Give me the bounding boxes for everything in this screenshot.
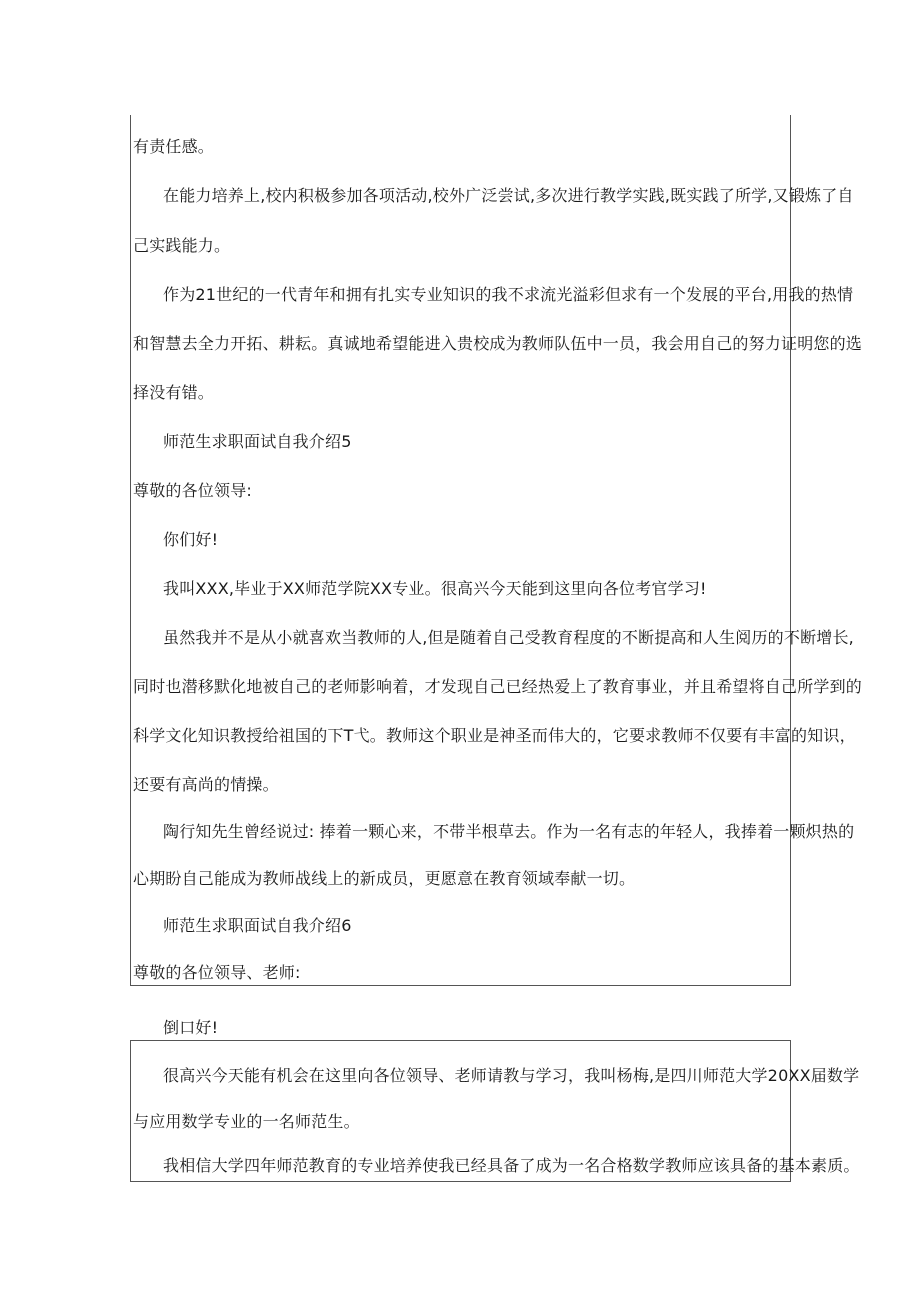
paragraph-line: 很高兴今天能有机会在这里向各位领导、老师请教与学习，我叫杨梅,是四川师范大学20XX届数学 — [163, 1066, 860, 1085]
paragraph-line: 和智慧去全力开拓、耕耘。真诚地希望能进入贵校成为教师队伍中一员，我会用自己的努力证明您的选 — [133, 334, 863, 353]
paragraph-line: 科学文化知识教授给祖国的下T弋。教师这个职业是神圣而伟大的，它要求教师不仅要有丰富的知识， — [133, 726, 856, 745]
section-heading: 师范生求职面试自我介绍5 — [163, 432, 352, 451]
paragraph-line: 同时也潜移默化地被自己的老师影响着，才发现自己已经热爱上了教育事业，并且希望将自己所学到的 — [133, 677, 863, 696]
paragraph-line: 我相信大学四年师范教育的专业培养使我已经具备了成为一名合格数学教师应该具备的基本素质。 — [163, 1156, 860, 1175]
paragraph-line: 择没有错。 — [133, 383, 215, 402]
paragraph-line: 心期盼自己能成为教师战线上的新成员，更愿意在教育领域奉献一切。 — [133, 869, 636, 888]
paragraph-line: 与应用数学专业的一名师范生。 — [133, 1112, 360, 1131]
paragraph-line: 我叫XXX,毕业于XX师范学院XX专业。很高兴今天能到这里向各位考官学习! — [163, 579, 707, 598]
paragraph-line: 作为21世纪的一代青年和拥有扎实专业知识的我不求流光溢彩但求有一个发展的平台,用我的热情 — [163, 285, 854, 304]
section-heading: 师范生求职面试自我介绍6 — [163, 916, 352, 935]
salutation: 尊敬的各位领导: — [133, 481, 252, 500]
paragraph-line: 陶行知先生曾经说过: 捧着一颗心来，不带半根草去。作为一名有志的年轻人，我捧着一颗炽热的 — [163, 822, 855, 841]
greeting: 倒口好! — [163, 1018, 219, 1037]
paragraph-line: 在能力培养上,校内积极参加各项活动,校外广泛尝试,多次进行教学实践,既实践了所学,又锻炼了自 — [163, 186, 854, 205]
paragraph-line: 己实践能力。 — [133, 236, 231, 255]
paragraph-line: 还要有高尚的情操。 — [133, 775, 279, 794]
paragraph-line: 虽然我并不是从小就喜欢当教师的人,但是随着自己受教育程度的不断提高和人生阅历的不断增长, — [163, 628, 854, 647]
greeting: 你们好! — [163, 530, 219, 549]
salutation: 尊敬的各位领导、老师: — [133, 963, 301, 982]
paragraph-line: 有责任感。 — [133, 137, 215, 156]
